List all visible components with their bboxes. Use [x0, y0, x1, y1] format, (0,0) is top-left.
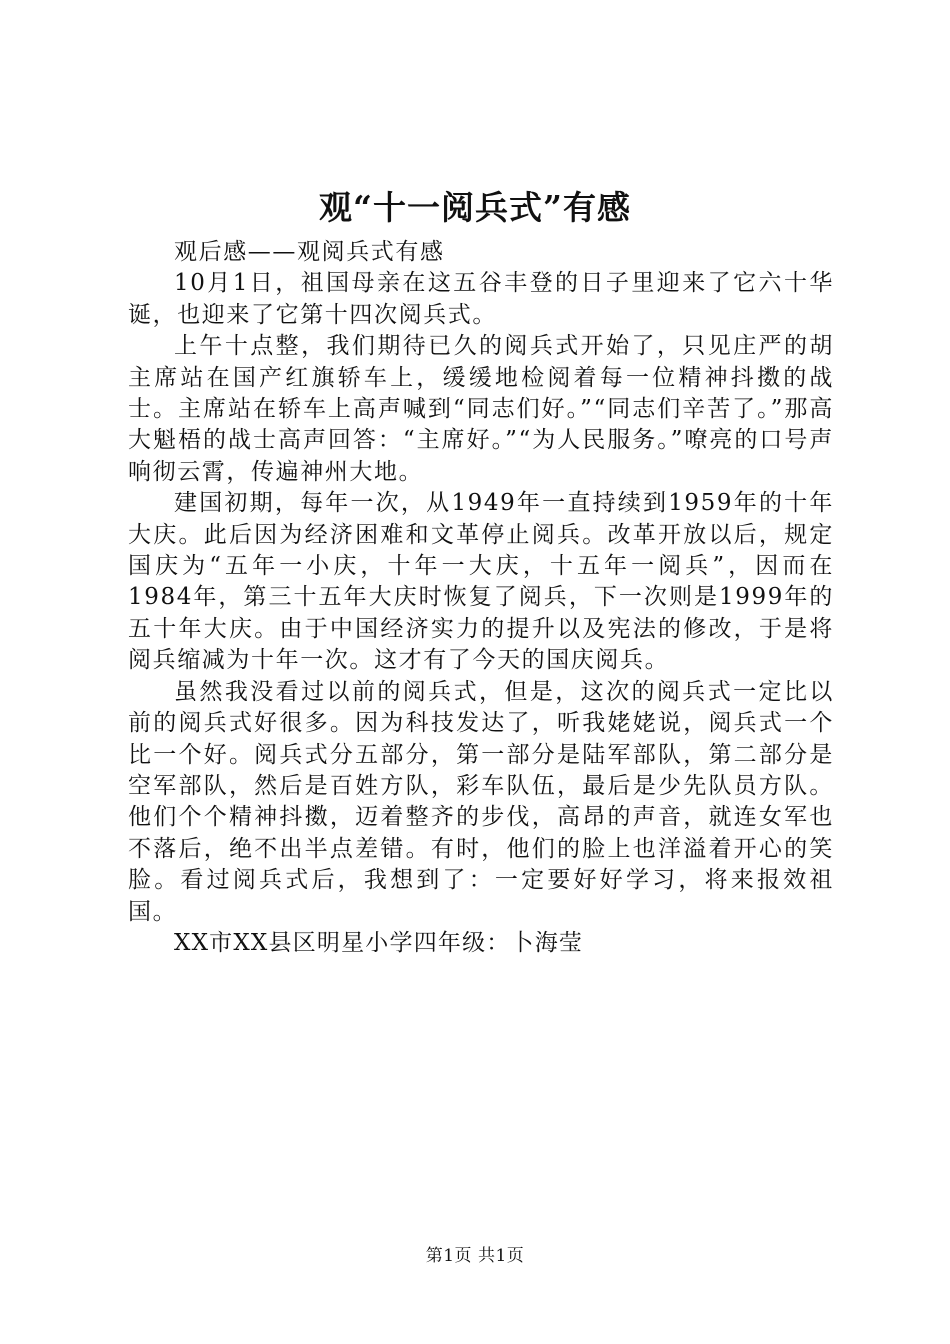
document-subtitle: 观后感——观阅兵式有感	[174, 239, 445, 265]
author-signature: XX市XX县区明星小学四年级：卜海莹	[174, 929, 584, 956]
document-body	[128, 237, 834, 959]
paragraph-2: 上午十点整，我们期待已久的阅兵式开始了，只见庄严的胡主席站在国产红旗轿车上，缓缓地检阅着每一位精神抖擞的战士。主席站在轿车上高声喊到“同志们好。”“同志们辛苦了。”那高大魁梧的战士高声回答：“主席好。”“为人民服务。”嘹亮的口号声响彻云霄，传遍神州大地。	[128, 333, 834, 485]
paragraph-1: 10月1日，祖国母亲在这五谷丰登的日子里迎来了它六十华诞，也迎来了它第十四次阅兵式。	[128, 270, 834, 328]
paragraph-4: 虽然我没看过以前的阅兵式，但是，这次的阅兵式一定比以前的阅兵式好很多。因为科技发达了，听我姥姥说，阅兵式一个比一个好。阅兵式分五部分，第一部分是陆军部队，第二部分是空军部队，然后是百姓方队，彩车队伍，最后是少先队员方队。他们个个精神抖擞，迈着整齐的步伐，高昂的声音，就连女军也不落后，绝不出半点差错。有时，他们的脸上也洋溢着开心的笑脸。看过阅兵式后，我想到了：一定要好好学习，将来报效祖国。	[128, 678, 834, 925]
page-number-footer: 第1页 共1页	[425, 1246, 525, 1266]
document-title: 观“十一阅兵式”有感	[319, 188, 631, 227]
paragraph-3: 建国初期，每年一次，从1949年一直持续到1959年的十年大庆。此后因为经济困难和文革停止阅兵。改革开放以后，规定国庆为“五年一小庆，十年一大庆，十五年一阅兵”，因而在1984年，第三十五年大庆时恢复了阅兵，下一次则是1999年的五十年大庆。由于中国经济实力的提升以及宪法的修改，于是将阅兵缩减为十年一次。这才有了今天的国庆阅兵。	[128, 490, 834, 674]
